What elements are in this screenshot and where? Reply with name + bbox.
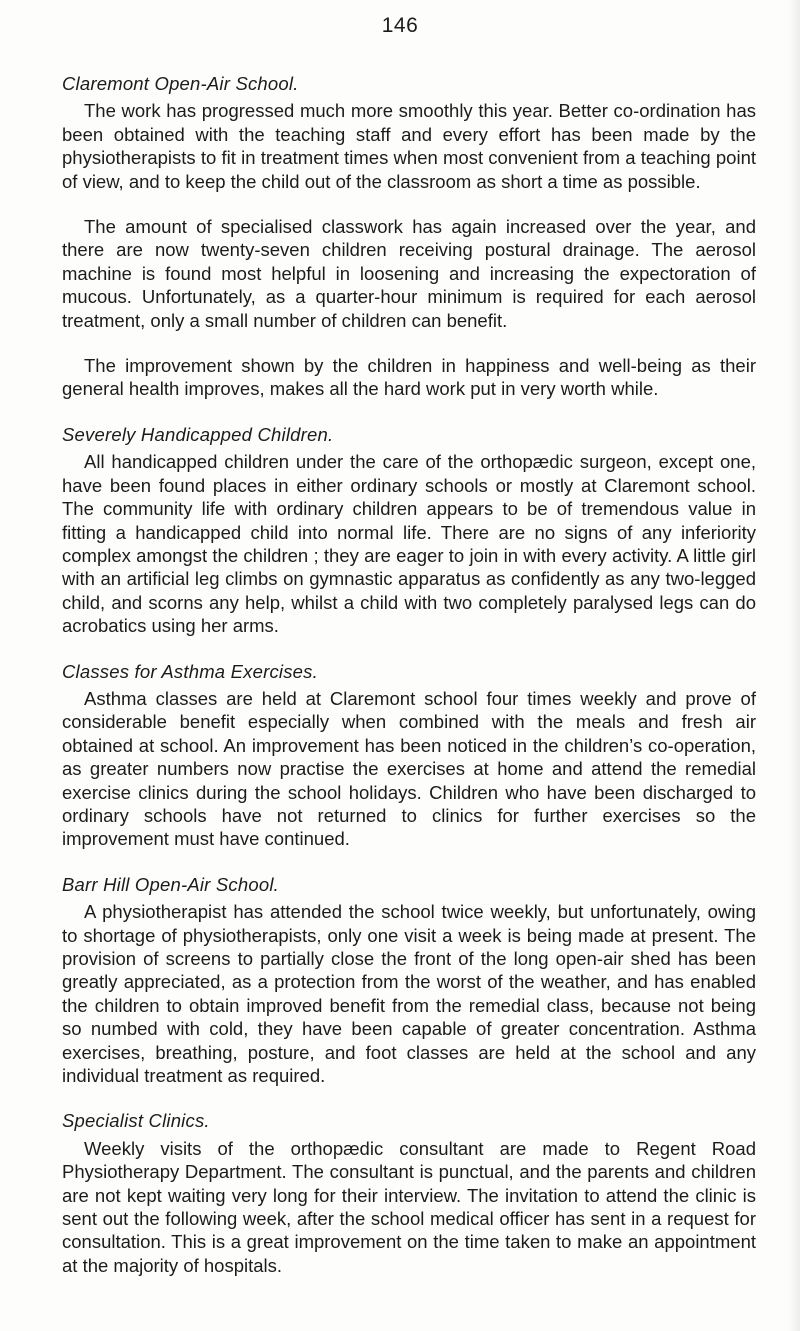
section-claremont-open-air-school — [62, 72, 756, 401]
page-edge-shadow — [788, 0, 800, 1331]
section-heading: Barr Hill Open-Air School. — [62, 873, 279, 895]
section-heading: Classes for Asthma Exercises. — [62, 660, 318, 682]
section-heading: Claremont Open-Air School. — [62, 73, 299, 94]
paragraph: All handicapped children under the care of the orthopædic surgeon, except one, have been found places in either ordinary schools or mostly at Claremont school. The community life with ordinary children appears to be of tremendous value in fitting a handicapped child into normal life. There are no signs of any inferiority complex amongst the children ; they are eager to join in with every activity. A little girl with an artificial leg climbs on gymnastic apparatus as confidently as any two-legged child, and scorns any help, whilst a child with two completely paralysed legs can do acrobatics using her arms. — [62, 451, 756, 637]
section-severely-handicapped-children — [62, 423, 756, 638]
section-asthma-exercises — [62, 660, 756, 851]
paragraph: Weekly visits of the orthopædic consultant are made to Regent Road Physiotherapy Department. The consultant is punctual, and the parents and children are not kept waiting very long for their interview. The invitation to attend the clinic is sent out the following week, after the school medical officer has sent in a request for consultation. This is a great improvement on the time taken to make an appointment at the majority of hospitals. — [62, 1137, 756, 1276]
document-body — [62, 72, 756, 1299]
paragraph: The amount of specialised classwork has again increased over the year, and there are now twenty-seven children receiving postural drainage. The aerosol machine is found most helpful in loosening and increasing the expectoration of mucous. Unfortunately, as a quarter-hour minimum is required for each aerosol treatment, only a small number of children can benefit. — [62, 216, 756, 331]
section-barr-hill-open-air-school — [62, 873, 756, 1088]
paragraph: Asthma classes are held at Claremont school four times weekly and prove of considerable benefit especially when combined with the meals and fresh air obtained at school. An improvement has been noticed in the children’s co-operation, as greater numbers now practise the exercises at home and attend the remedial exercise clinics during the school holidays. Children who have been discharged to ordinary schools have not returned to clinics for further exercises so the improvement must have continued. — [62, 687, 756, 850]
paragraph: The improvement shown by the children in happiness and well-being as their general health improves, makes all the hard work put in very worth while. — [62, 355, 756, 400]
section-heading: Severely Handicapped Children. — [62, 423, 334, 445]
paragraph: The work has progressed much more smoothly this year. Better co-ordination has been obtained with the teaching staff and every effort has been made by the physiotherapists to fit in treatment times when most convenient from a teaching point of view, and to keep the child out of the classroom as short a time as possible. — [62, 100, 756, 192]
section-heading: Specialist Clinics. — [62, 1110, 210, 1132]
page-number: 146 — [381, 14, 419, 37]
paragraph: A physiotherapist has attended the school twice weekly, but unfortunately, owing to shortage of physiotherapists, only one visit a week is being made at present. The provision of screens to partially close the front of the long open-air shed has been greatly appreciated, as a protection from the worst of the weather, and has enabled the children to obtain improved benefit from the remedial class, because not being so numbed with cold, they have been capable of greater concentration. Asthma exercises, breathing, posture, and foot classes are held at the school and any individual treatment as required. — [62, 901, 756, 1087]
section-specialist-clinics — [62, 1109, 756, 1277]
